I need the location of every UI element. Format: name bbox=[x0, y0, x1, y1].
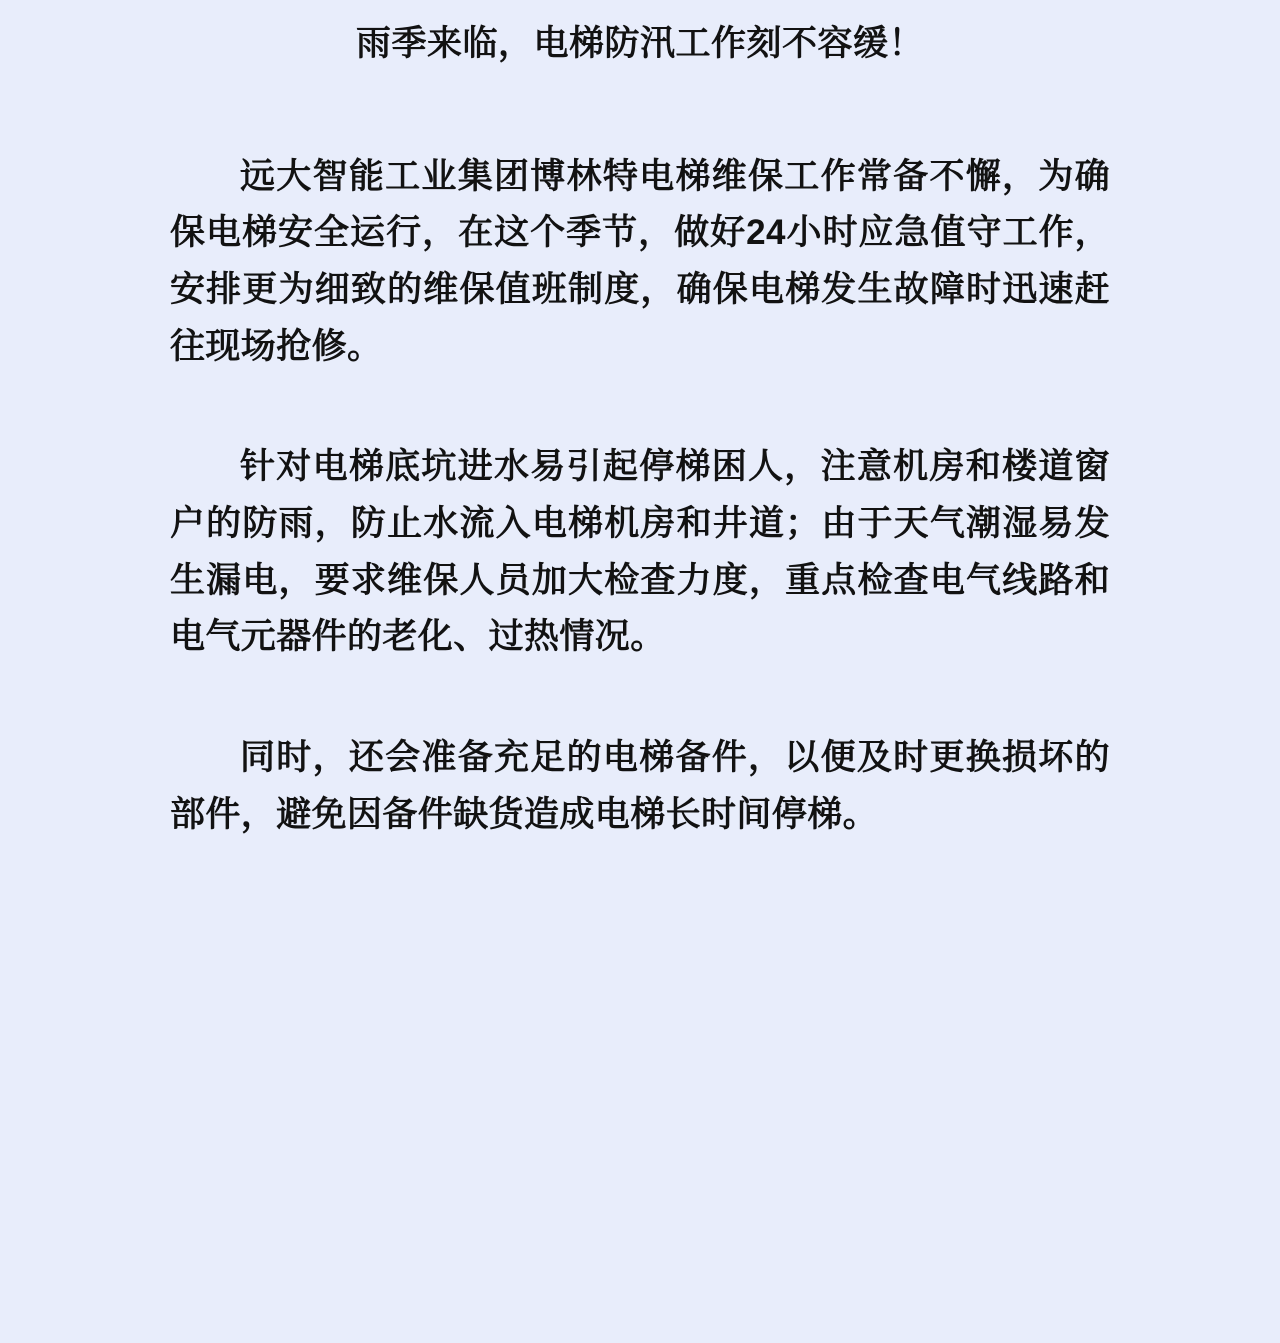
body-paragraph-2: 针对电梯底坑进水易引起停梯困人，注意机房和楼道窗户的防雨，防止水流入电梯机房和井道；由于天气潮湿易发生漏电，要求维保人员加大检查力度，重点检查电气线路和电气元器件的老化、过热情况。 bbox=[170, 447, 1110, 657]
paragraph-spacer-2 bbox=[170, 666, 1110, 730]
body-paragraph-3: 同时，还会准备充足的电梯备件，以便及时更换损坏的部件，避免因备件缺货造成电梯长时间停梯。 bbox=[170, 738, 1110, 834]
paragraph-spacer-1 bbox=[170, 375, 1110, 439]
title-body-spacer bbox=[170, 77, 1110, 149]
page-title: 雨季来临，电梯防汛工作刻不容缓！ bbox=[355, 24, 924, 63]
body-paragraph-1: 远大智能工业集团博林特电梯维保工作常备不懈，为确保电梯安全运行，在这个季节，做好24小时应急值守工作，安排更为细致的维保值班制度，确保电梯发生故障时迅速赶往现场抢修。 bbox=[170, 156, 1110, 366]
